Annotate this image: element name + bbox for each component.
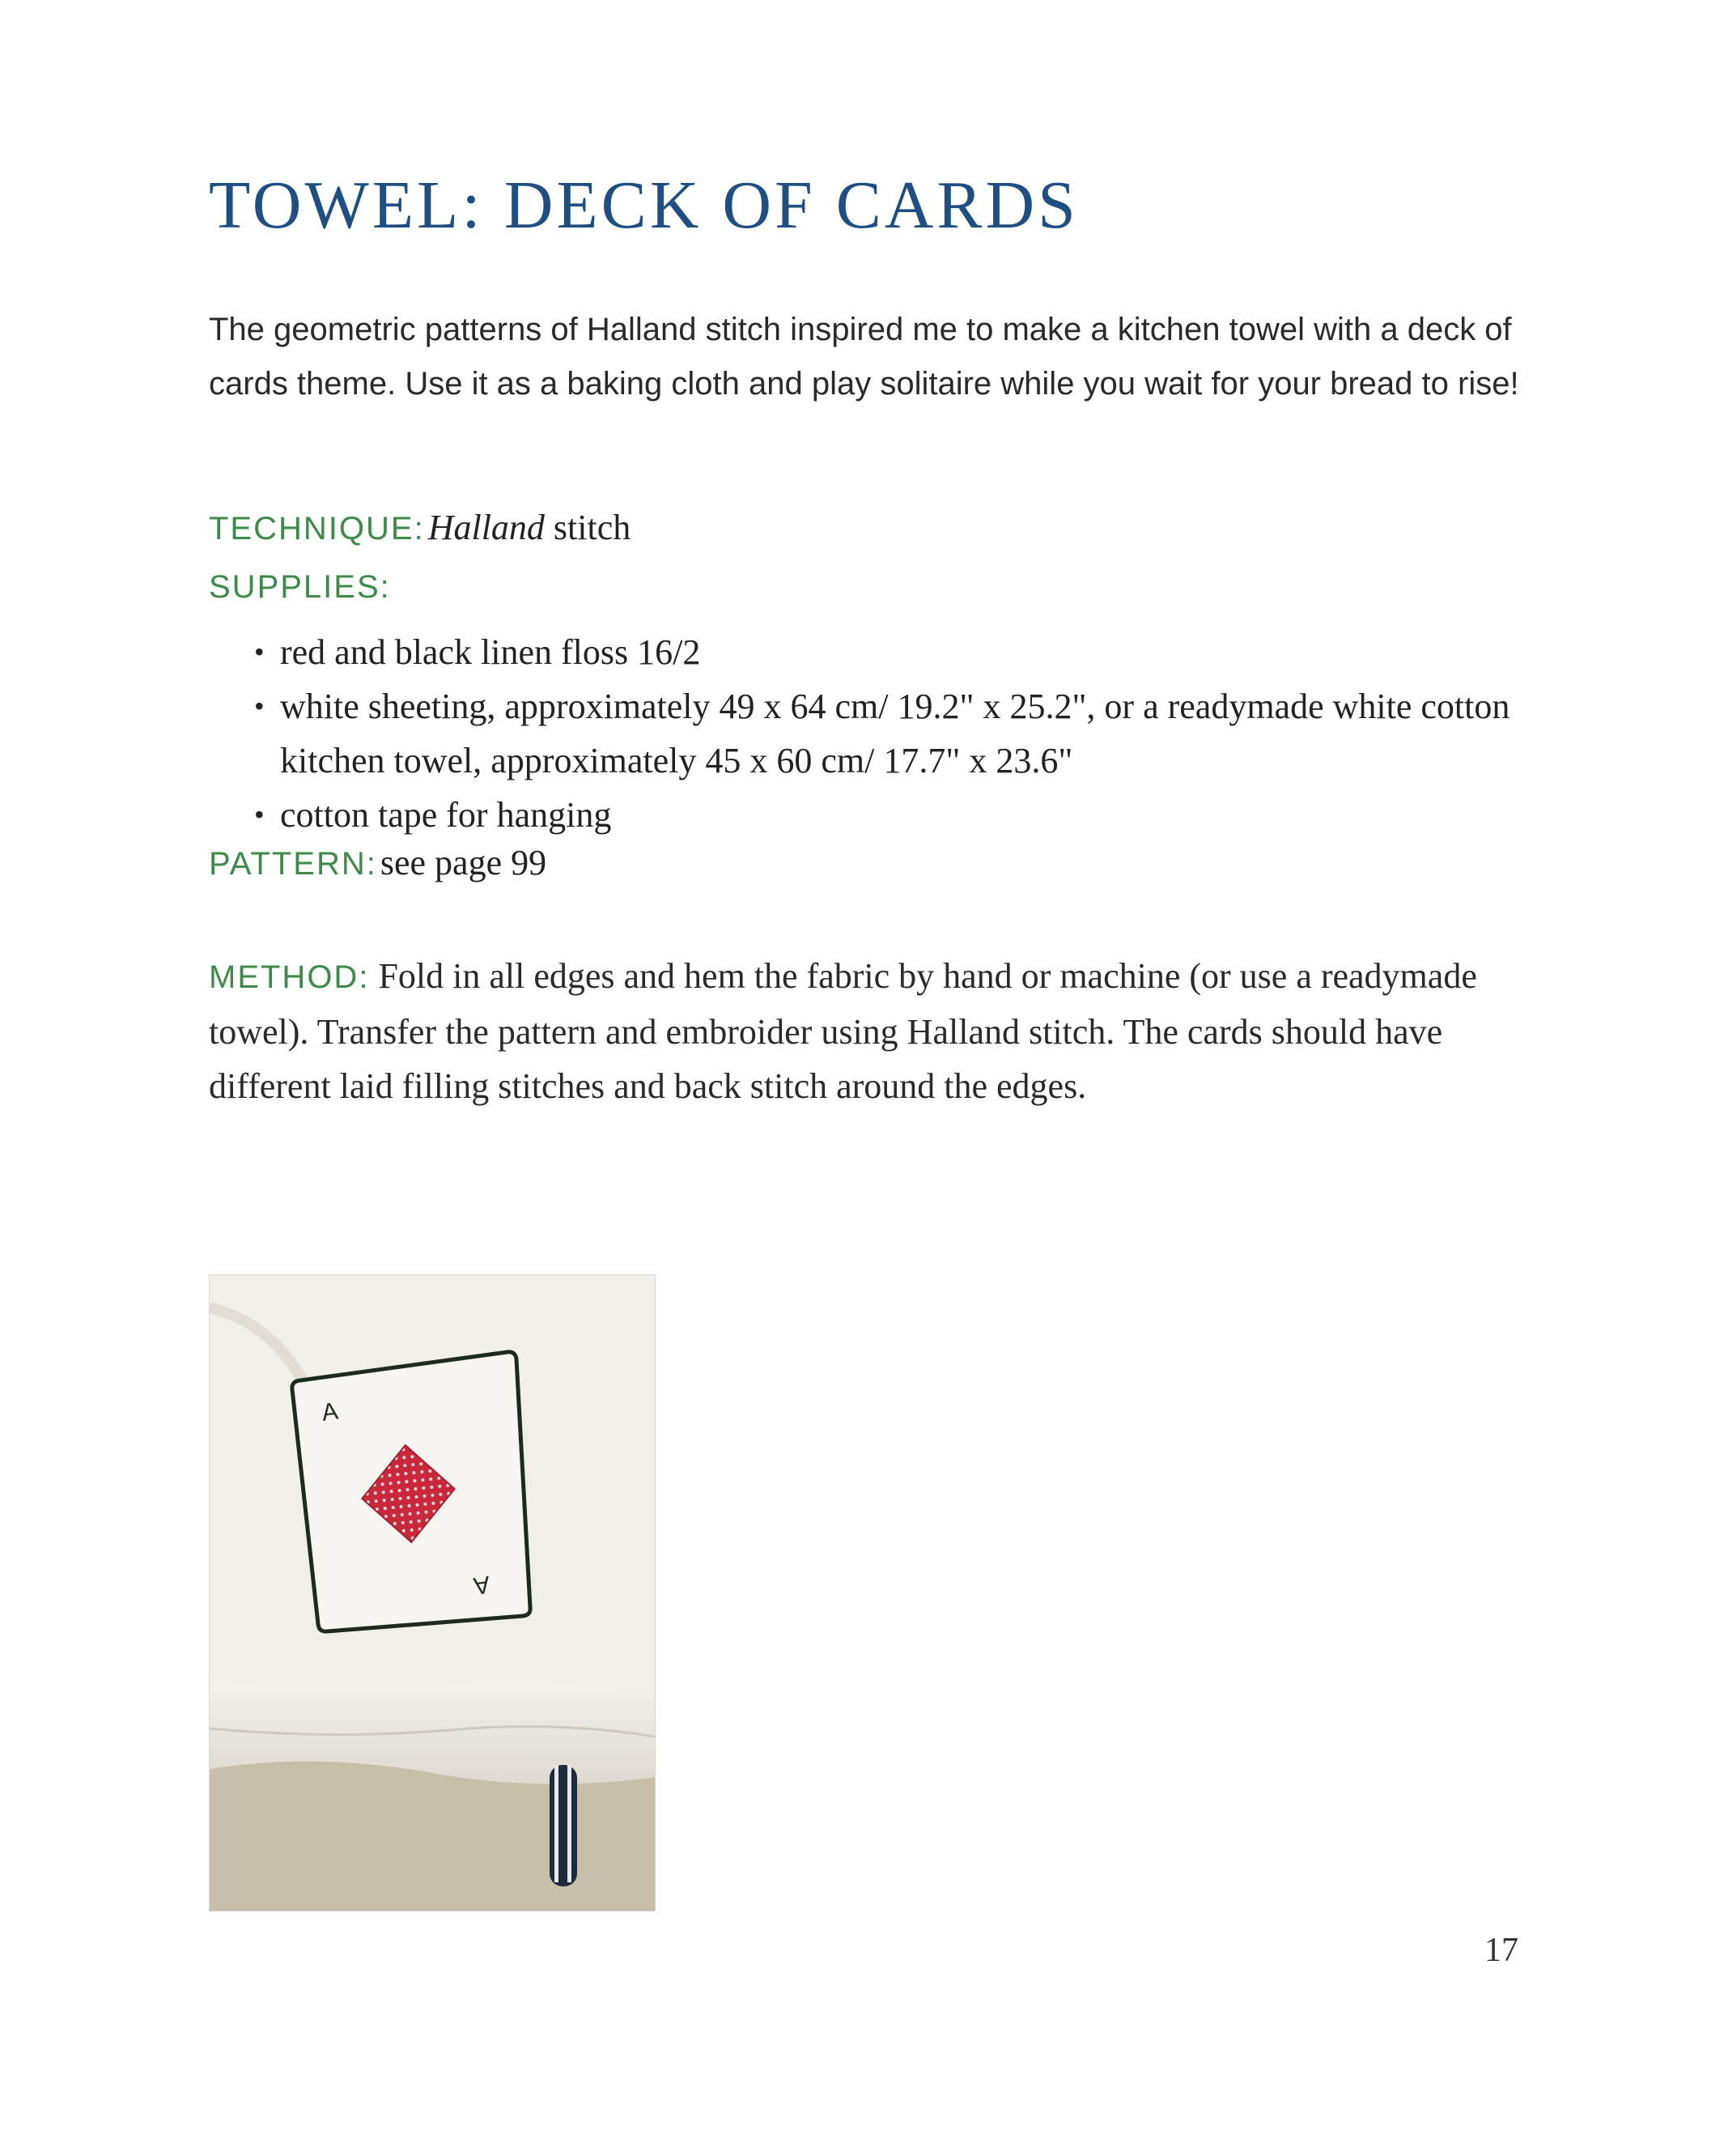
supplies-heading (209, 569, 391, 606)
technique-row (209, 507, 631, 548)
method-label: METHOD: (209, 959, 370, 995)
supply-item-text: white sheeting, approximately 49 x 64 cm/ 19.2" x 25.2", or a readymade white cotton kitchen towel, approximately 45 x 60 cm/ 17.7" x 23.6" (280, 687, 1510, 780)
hanging-tape (550, 1765, 577, 1886)
technique-name-italic: Halland (427, 508, 545, 547)
pattern-label: PATTERN: (209, 846, 377, 882)
intro-paragraph: The geometric patterns of Halland stitch inspired me to make a kitchen towel with a deck of cards theme. Use it as a baking cloth and play solitaire while you wait for your bread to rise! (209, 312, 1519, 402)
method-paragraph (209, 949, 1520, 1113)
technique-name-rest: stitch (544, 508, 631, 547)
method-text: Fold in all edges and hem the fabric by hand or machine (or use a readymade towel). Transfer the pattern and embroider using Halland stitch. The cards should have different laid filling stitches and back stitch around the edges. (209, 956, 1477, 1106)
technique-label: TECHNIQUE: (209, 511, 425, 546)
supply-item (254, 788, 1533, 842)
supplies-list (254, 625, 1533, 842)
technique-value (428, 508, 631, 547)
pattern-value: see page 99 (380, 843, 547, 882)
supply-item (254, 679, 1533, 788)
bullet-icon: • (254, 636, 265, 668)
bullet-icon: • (254, 690, 265, 722)
supply-item (254, 625, 1533, 679)
page-title: TOWEL: DECK OF CARDS (209, 168, 1079, 243)
card-rank-top: A (320, 1397, 340, 1427)
supplies-label: SUPPLIES: (209, 569, 391, 605)
bullet-icon: • (254, 798, 265, 831)
card-rank-bottom: A (471, 1570, 492, 1600)
tape-stripe (554, 1765, 558, 1882)
tape-stripe (567, 1765, 571, 1882)
towel-photo-illustration (210, 1275, 655, 1911)
supply-item-text: cotton tape for hanging (280, 795, 612, 835)
pattern-row (209, 842, 546, 883)
towel-photo (209, 1274, 656, 1911)
supply-item-text: red and black linen floss 16/2 (280, 632, 701, 672)
page-number: 17 (1484, 1932, 1518, 1969)
